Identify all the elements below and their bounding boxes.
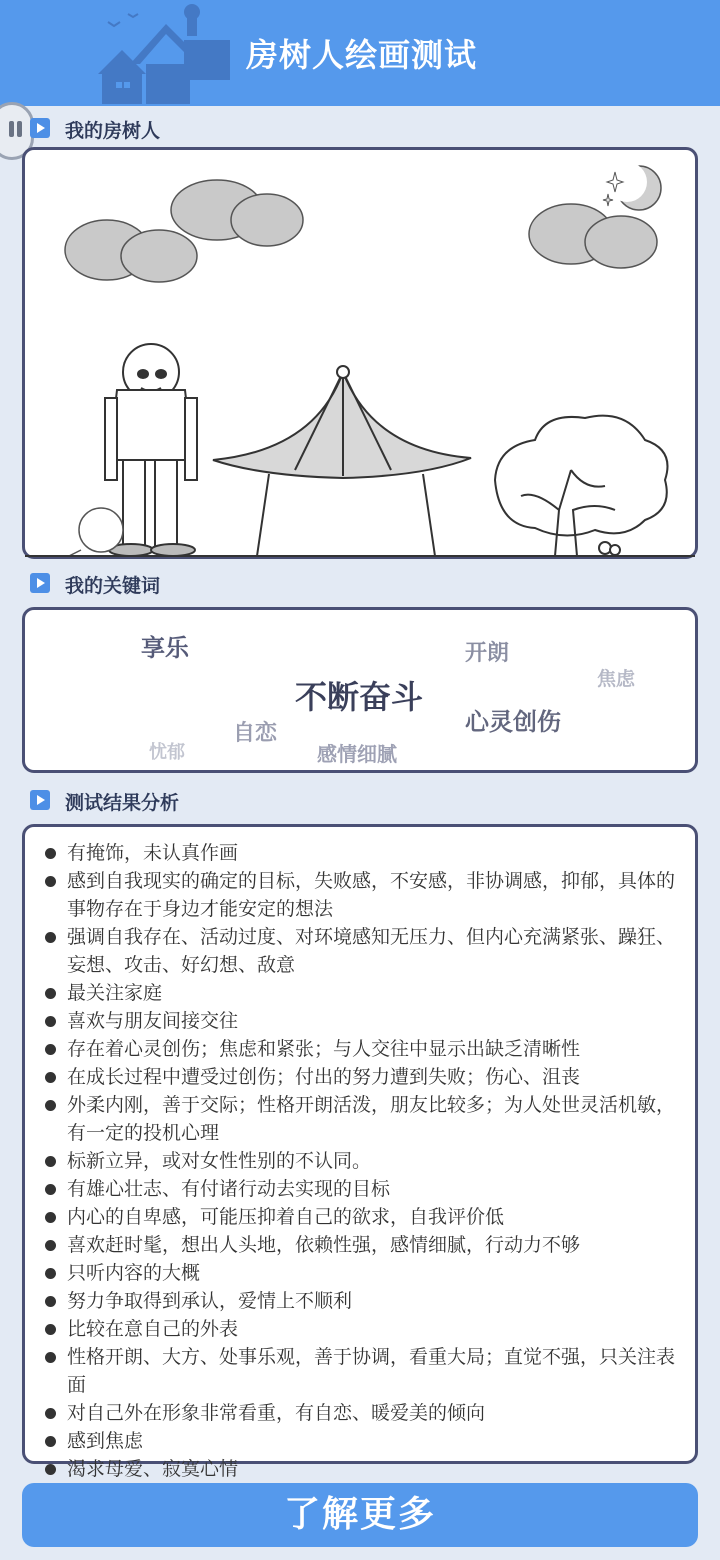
list-item: 只听内容的大概	[43, 1259, 685, 1287]
results-panel[interactable]	[22, 824, 698, 1480]
section-label: 我的房树人	[65, 120, 161, 142]
list-item: 内心的自卑感，可能压抑着自己的欲求，自我评价低	[43, 1203, 685, 1231]
pavilion-house	[213, 366, 471, 556]
list-item: 感到焦虑	[43, 1427, 685, 1455]
list-item: 在成长过程中遭受过创伤；付出的努力遭到失败；伤心、沮丧	[43, 1063, 685, 1091]
house-logo-icon	[88, 2, 238, 104]
list-item: 存在着心灵创伤；焦虑和紧张；与人交往中显示出缺乏清晰性	[43, 1035, 685, 1063]
app-header	[0, 0, 720, 106]
house-tree-person-drawing	[25, 150, 695, 556]
cloud-icon	[529, 204, 657, 268]
keyword-tag: 感情细腻	[317, 742, 397, 766]
keyword-tag: 心灵创伤	[465, 708, 561, 736]
keyword-tag: 自恋	[233, 721, 278, 746]
list-item: 喜欢与朋友间接交往	[43, 1007, 685, 1035]
list-item: 最关注家庭	[43, 979, 685, 1007]
results-list	[25, 827, 695, 1483]
page-title: 房树人绘画测试	[246, 36, 478, 74]
list-item: 喜欢赶时髦，想出人头地，依赖性强，感情细腻，行动力不够	[43, 1231, 685, 1259]
drawing-panel	[22, 147, 698, 559]
play-icon	[30, 118, 50, 138]
list-item: 标新立异，或对女性性别的不认同。	[43, 1147, 685, 1175]
section-label: 测试结果分析	[65, 792, 180, 814]
list-item: 强调自我存在、活动过度、对环境感知无压力、但内心充满紧张、躁狂、妄想、攻击、好幻想、敌意	[43, 923, 685, 979]
keyword-tag: 忧郁	[149, 742, 185, 763]
tree	[495, 416, 668, 556]
keyword-tag: 焦虑	[597, 668, 636, 690]
keywords-panel	[22, 607, 698, 773]
list-item: 感到自我现实的确定的目标，失败感，不安感，非协调感，抑郁，具体的事物存在于身边才能安定的想法	[43, 867, 685, 923]
keyword-tag: 享乐	[141, 634, 189, 662]
section-label: 我的关键词	[65, 575, 161, 597]
list-item: 比较在意自己的外表	[43, 1315, 685, 1343]
learn-more-button[interactable]: 了解更多	[22, 1483, 698, 1547]
keyword-tag: 开朗	[465, 641, 510, 666]
play-icon	[30, 573, 50, 593]
list-item: 外柔内刚，善于交际；性格开朗活泼，朋友比较多；为人处世灵活机敏，有一定的投机心理	[43, 1091, 685, 1147]
list-item: 性格开朗、大方、处事乐观，善于协调，看重大局；直觉不强，只关注表面	[43, 1343, 685, 1399]
list-item: 渴求母爱、寂寞心情	[43, 1455, 685, 1483]
list-item: 有掩饰，未认真作画	[43, 839, 685, 867]
moon-icon	[603, 162, 661, 210]
list-item: 努力争取得到承认，爱情上不顺利	[43, 1287, 685, 1315]
play-icon	[30, 790, 50, 810]
cloud-icon	[65, 220, 197, 282]
cloud-icon	[171, 180, 303, 246]
list-item: 对自己外在形象非常看重，有自恋、暖爱美的倾向	[43, 1399, 685, 1427]
keyword-tag: 不断奋斗	[295, 678, 424, 716]
list-item: 有雄心壮志、有付诸行动去实现的目标	[43, 1175, 685, 1203]
